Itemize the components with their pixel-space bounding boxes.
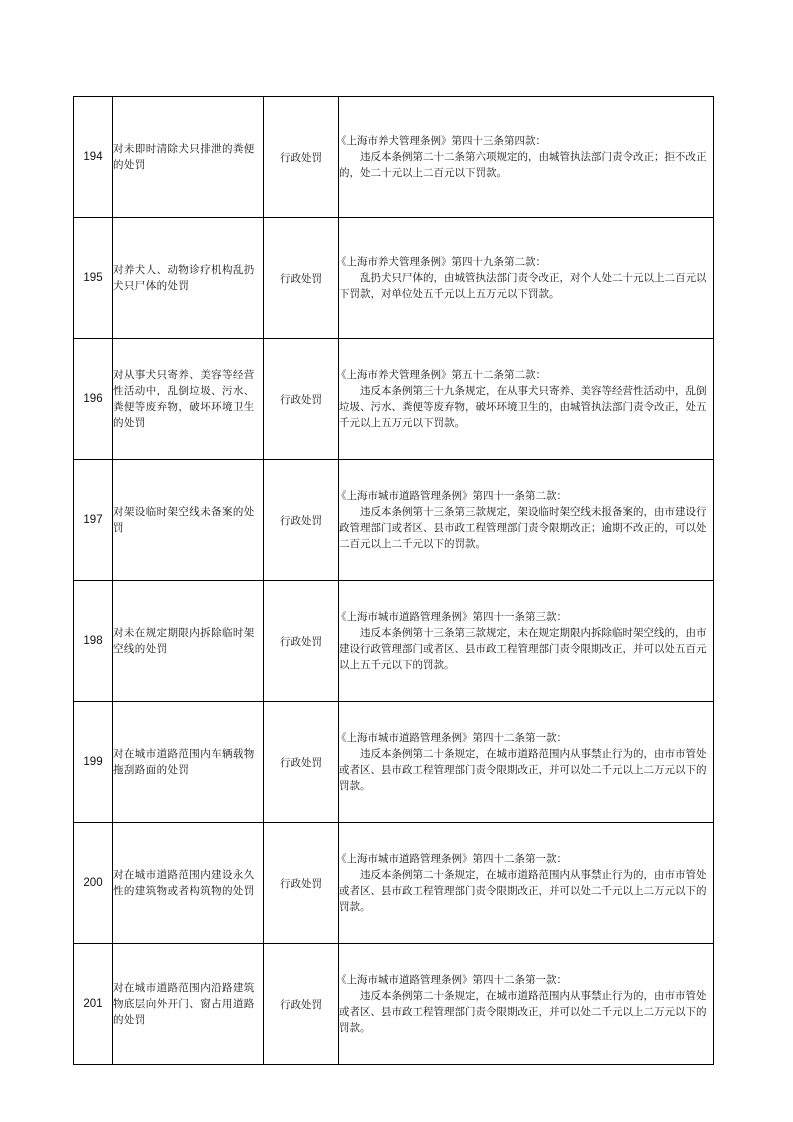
legal-citation: 《上海市养犬管理条例》第四十三条第四款： bbox=[336, 135, 546, 147]
row-number: 200 bbox=[74, 823, 113, 944]
row-number: 195 bbox=[74, 218, 113, 339]
legal-citation: 《上海市城市道路管理条例》第四十二条第一款： bbox=[336, 732, 567, 744]
table-row bbox=[74, 339, 714, 460]
table-row bbox=[74, 702, 714, 823]
legal-basis bbox=[336, 339, 714, 460]
legal-basis bbox=[336, 218, 714, 339]
legal-text: 违反本条例第三十九条规定，在从事犬只寄养、美容等经营性活动中，乱倒垃圾、污水、粪便等废弃物，破坏环境卫生的，由城管执法部门责令改正，处五千元以上五万元以下罚款。 bbox=[339, 385, 707, 429]
legal-citation: 《上海市养犬管理条例》第四十九条第二款： bbox=[336, 256, 546, 268]
legal-basis bbox=[336, 823, 714, 944]
penalty-item: 对在城市道路范围内沿路建筑物底层向外开门、窗占用道路的处罚 bbox=[113, 944, 264, 1065]
table-row bbox=[74, 944, 714, 1065]
penalty-type: 行政处罚 bbox=[264, 581, 339, 702]
legal-text: 违反本条例第二十条规定，在城市道路范围内从事禁止行为的，由市市管处或者区、县市政工程管理部门责令限期改正，并可以处二千元以上二万元以下的罚款。 bbox=[339, 869, 707, 913]
penalty-type: 行政处罚 bbox=[264, 460, 339, 581]
legal-basis bbox=[336, 702, 714, 823]
legal-citation: 《上海市养犬管理条例》第五十二条第二款： bbox=[336, 369, 546, 381]
table-row bbox=[74, 823, 714, 944]
row-number: 196 bbox=[74, 339, 113, 460]
penalty-item: 对在城市道路范围内车辆载物拖刮路面的处罚 bbox=[113, 702, 264, 823]
penalty-type: 行政处罚 bbox=[264, 702, 339, 823]
penalty-item: 对架设临时架空线未备案的处罚 bbox=[113, 460, 264, 581]
penalty-item: 对在城市道路范围内建设永久性的建筑物或者构筑物的处罚 bbox=[113, 823, 264, 944]
legal-citation: 《上海市城市道路管理条例》第四十一条第三款： bbox=[336, 611, 567, 623]
legal-basis bbox=[336, 460, 714, 581]
table-row bbox=[74, 97, 714, 218]
legal-citation: 《上海市城市道路管理条例》第四十二条第一款： bbox=[336, 853, 567, 865]
legal-basis bbox=[336, 97, 714, 218]
penalty-type: 行政处罚 bbox=[264, 218, 339, 339]
penalty-item: 对养犬人、动物诊疗机构乱扔犬只尸体的处罚 bbox=[113, 218, 264, 339]
row-number: 201 bbox=[74, 944, 113, 1065]
row-number: 199 bbox=[74, 702, 113, 823]
penalty-item: 对未即时清除犬只排泄的粪便的处罚 bbox=[113, 97, 264, 218]
row-number: 197 bbox=[74, 460, 113, 581]
penalty-type: 行政处罚 bbox=[264, 823, 339, 944]
legal-basis bbox=[336, 581, 714, 702]
penalty-type: 行政处罚 bbox=[264, 339, 339, 460]
legal-citation: 《上海市城市道路管理条例》第四十二条第一款： bbox=[336, 974, 567, 986]
table-row bbox=[74, 218, 714, 339]
penalty-item: 对未在规定期限内拆除临时架空线的处罚 bbox=[113, 581, 264, 702]
row-number: 194 bbox=[74, 97, 113, 218]
penalty-type: 行政处罚 bbox=[264, 97, 339, 218]
legal-text: 违反本条例第二十条规定，在城市道路范围内从事禁止行为的，由市市管处或者区、县市政工程管理部门责令限期改正，并可以处二千元以上二万元以下的罚款。 bbox=[339, 748, 707, 792]
penalty-table bbox=[73, 96, 714, 1065]
legal-text: 违反本条例第二十二条第六项规定的，由城管执法部门责令改正；拒不改正的，处二十元以上二百元以下罚款。 bbox=[339, 151, 707, 179]
legal-text: 违反本条例第十三条第三款规定，架设临时架空线未报备案的，由市建设行政管理部门或者区、县市政工程管理部门责令限期改正；逾期不改正的，可以处二百元以上二千元以下的罚款。 bbox=[339, 506, 707, 550]
penalty-item: 对从事犬只寄养、美容等经营性活动中，乱倒垃圾、污水、粪便等废弃物，破坏环境卫生的处罚 bbox=[113, 339, 264, 460]
penalty-type: 行政处罚 bbox=[264, 944, 339, 1065]
legal-text: 违反本条例第十三条第三款规定，未在规定期限内拆除临时架空线的，由市建设行政管理部门或者区、县市政工程管理部门责令限期改正，并可以处五百元以上五千元以下的罚款。 bbox=[339, 627, 707, 671]
legal-text: 违反本条例第二十条规定，在城市道路范围内从事禁止行为的，由市市管处或者区、县市政工程管理部门责令限期改正，并可以处二千元以上二万元以下的罚款。 bbox=[339, 990, 707, 1034]
legal-text: 乱扔犬只尸体的，由城管执法部门责令改正，对个人处二十元以上二百元以下罚款，对单位处五千元以上五万元以下罚款。 bbox=[339, 272, 707, 300]
table-row bbox=[74, 460, 714, 581]
legal-basis bbox=[336, 944, 714, 1065]
table-row bbox=[74, 581, 714, 702]
legal-citation: 《上海市城市道路管理条例》第四十一条第二款： bbox=[336, 490, 567, 502]
row-number: 198 bbox=[74, 581, 113, 702]
